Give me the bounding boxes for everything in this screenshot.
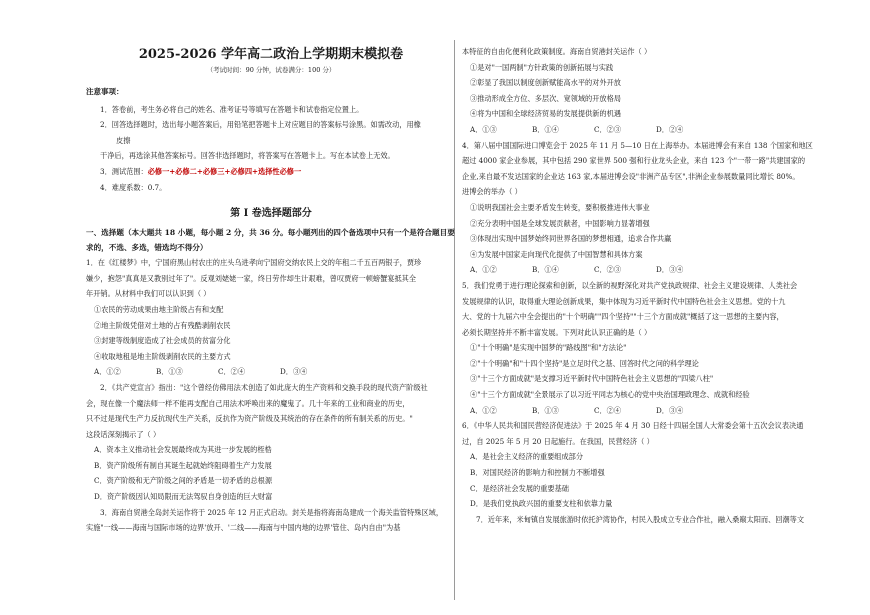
- question-line: 4．第八届中国国际进口博览会于 2025 年 11 月 5—10 日在上海举办。本届进博会有来自 138 个国家和地区: [462, 140, 813, 150]
- scope-label: 3．测试范围：: [100, 166, 148, 176]
- choice-a: A．①②: [470, 405, 497, 415]
- note-item: 1．答卷前，考生务必将自己的姓名、准考证号等填写在答题卡和试卷指定位置上。: [100, 104, 364, 114]
- option-statement: ③封建等级制度造成了社会成员的贫富分化: [94, 336, 231, 346]
- exam-title: 2025-2026 学年高二政治上学期期末模拟卷: [138, 47, 404, 62]
- note-item: 皮擦: [116, 135, 131, 145]
- option-statement: ④为发展中国家走向现代化提供了中国智慧和具体方案: [470, 249, 643, 259]
- option-statement: ④"十三个方面成就"全景展示了以习近平同志为核心的党中央治国理政理念、成就和经验: [470, 390, 750, 400]
- left-column: [86, 44, 456, 536]
- question-line: 进博会的举办（ ）: [462, 187, 522, 197]
- choice-a: A．①③: [470, 124, 497, 134]
- choice-d: D．③④: [280, 367, 308, 377]
- question-6: [462, 418, 832, 512]
- choice-d: D．③④: [656, 265, 684, 275]
- question-4: [462, 138, 832, 278]
- option-statement: ③推动形成全方位、多层次、宽领域的开放格局: [470, 93, 621, 103]
- question-line: 实施"一线——海南与国际市场的边界'放开、'二线——海南与中国内地的边界'管住、岛内自由"为基: [86, 523, 401, 533]
- choice-c: C．②④: [218, 367, 246, 377]
- note-item: 2．回答选择题时，选出每小题答案后，用铅笔把答题卡上对应题目的答案标号涂黑。如需改动，用橡: [100, 120, 421, 130]
- choice-c: C．②③: [594, 265, 622, 275]
- section-title: 第 I 卷选择题部分: [230, 208, 312, 220]
- option-statement: ②"十个明确"和"十四个坚持"是立足时代之基、回答时代之问的科学理论: [470, 358, 699, 368]
- question-line: 本特征的自由化便利化政策制度。海南自贸港封关运作（ ）: [462, 47, 652, 56]
- option-statement: ①是对"一国两制"方针政策的创新拓展与实践: [470, 62, 614, 72]
- question-line: 大、党的十九届六中全会提出的"十个明确""四个坚持""十三个方面成就"概括了这一思想的主要内容，: [462, 312, 784, 322]
- option-statement: D．是我们党执政兴国的重要支柱和依靠力量: [470, 499, 613, 509]
- option-statement: ②地主阶级凭借对土地的占有残酷剥削农民: [94, 320, 231, 330]
- question-3-cont: [462, 44, 832, 138]
- question-line: 3．海南自贸港全岛封关运作将于 2025 年 12 月正式启动。封关是指将海南岛建成一个海关监管特殊区域，: [100, 507, 444, 517]
- choice-c: C．②④: [594, 405, 622, 415]
- option-statement: ①说明我国社会主要矛盾发生转变，要积极推进伟大事业: [470, 202, 650, 212]
- answer-choices: [462, 403, 832, 419]
- question-line: 1．在《红楼梦》中，宁国府黑山村农庄的庄头乌进孝向宁国府交纳农民上交的年租二千五百两银子，贾珍: [86, 258, 422, 268]
- scope-value: 必修一+必修二+必修三+必修四+选择性必修一: [147, 166, 302, 176]
- right-column: [462, 44, 832, 527]
- option-statement: ④收取地租是地主阶级剥削农民的主要方式: [94, 351, 231, 361]
- choice-d: D．③④: [656, 405, 684, 415]
- choice-a: A．①②: [470, 265, 497, 275]
- choice-b: B．①③: [532, 405, 559, 415]
- answer-choices: [462, 262, 832, 278]
- answer-choices: [462, 122, 832, 138]
- note-item: 干净后，再选涂其他答案标号。回答非选择题时，将答案写在答题卡上。写在本试卷上无效。: [100, 151, 395, 161]
- option-statement: ③体现出实现中国梦始终同世界各国的梦想相通，追求合作共赢: [470, 234, 672, 244]
- option-statement: B．对国民经济的影响力和控制力不断增强: [470, 468, 605, 478]
- question-line: 发展规律的认识，取得重大理论创新成果，集中体现为习近平新时代中国特色社会主义思想。党的十九: [462, 296, 786, 306]
- option-statement: C．是经济社会发展的重要基础: [470, 483, 569, 493]
- question-line: 这段话深刻揭示了（ ）: [86, 429, 161, 439]
- question-1: [86, 255, 456, 380]
- question-line: 超过 4000 家企业参展，其中包括 290 家世界 500 强和行业龙头企业，来自 123 个"一带一路"共建国家的: [462, 156, 806, 166]
- choice-b: B．①④: [532, 124, 559, 134]
- option-statement: A．资本主义推动社会发展最终成为其进一步发展的桎梏: [94, 445, 272, 455]
- choice-c: C．②③: [594, 124, 622, 134]
- option-statement: C．资产阶级和无产阶级之间的矛盾是一切矛盾的总根源: [94, 476, 273, 486]
- question-line: 只不过是现代生产力反抗现代生产关系，反抗作为资产阶级及其统治的存在条件的所有制关系的历史。": [86, 414, 413, 424]
- answer-choices: [86, 364, 456, 380]
- question-line: 5．我们党勇于进行理论探索和创新，以全新的视野深化对共产党执政规律、社会主义建设规律、人类社会: [462, 280, 798, 290]
- option-statement: ④将为中国和全球经济贸易的发展提供新的机遇: [470, 109, 621, 119]
- notes-title: 注意事项：: [86, 87, 124, 96]
- question-line: 会，现在像一个魔法师一样不能再支配自己用法术呼唤出来的魔鬼了。几十年来的工业和商业的历史，: [86, 398, 410, 408]
- question-line: 7．近年来，米甸镇自发展旅游时依托沪湾协作，村民入股成立专业合作社，融入桑巅太阳而、回潮等文: [476, 514, 805, 524]
- exam-subtitle: （考试时间：90 分钟，试卷满分：100 分）: [206, 66, 336, 74]
- section-instruction: 一、选择题（本大题共 18 小题，每小题 2 分，共 36 分。每小题列出的四个备选项中只有一个是符合题目要求的，不选、多选，错选均不得分）: [86, 228, 455, 253]
- choice-b: B．①③: [156, 367, 183, 377]
- option-statement: ③"十三个方面成就"是支撑习近平新时代中国特色社会主义思想的"四梁八柱": [470, 374, 714, 384]
- choice-d: D．②④: [656, 124, 684, 134]
- question-2: [86, 380, 456, 505]
- option-statement: ②充分表明中国是全球发展贡献者，中国影响力显著增强: [470, 218, 650, 228]
- question-line: 企业,来自最不发达国家的企业达 163 家,本届进博会设"非洲产品专区",非洲企业参展数量同比增长 80%。: [462, 171, 800, 181]
- question-line: 过，自 2025 年 5 月 20 日起施行。在我国，民营经济（ ）: [462, 436, 654, 446]
- option-statement: ①"十个明确"是实现中国梦的"路线图"和"方法论": [470, 343, 627, 353]
- question-line: 嫌少，抱怨"真真是又教别过年了"。反观刘姥姥一家，终日劳作却生计艰难，曾叹贾府一顿螃蟹宴抵其全: [86, 273, 417, 283]
- question-7-start: [462, 512, 832, 528]
- option-statement: B．资产阶级所有制自其诞生起就始终阻碍着生产力发展: [94, 460, 272, 470]
- question-line: 年开销。从材料中我们可以认识到（ ）: [86, 289, 211, 299]
- choice-b: B．①④: [532, 265, 559, 275]
- option-statement: ①农民的劳动成果由地主阶级占有和支配: [94, 304, 224, 314]
- question-line: 6．《中华人民共和国民营经济促进法》于 2025 年 4 月 30 日经十四届全国人大常委会第十五次会议表决通: [462, 421, 804, 431]
- option-statement: A．是社会主义经济的重要组成部分: [470, 452, 584, 462]
- question-3-start: [86, 505, 456, 536]
- option-statement: ②彰显了我国以制度创新赋能高水平的对外开放: [470, 78, 621, 88]
- option-statement: D．资产阶级因认知局限而无法驾驭自身创造的巨大财富: [94, 492, 273, 502]
- question-5: [462, 278, 832, 418]
- choice-a: A．①②: [94, 367, 121, 377]
- note-item-scope: [86, 164, 456, 180]
- note-item: 4．难度系数：0.7。: [100, 182, 167, 192]
- question-line: 必须长期坚持并不断丰富发展。下列对此认识正确的是（ ）: [462, 327, 652, 337]
- question-line: 2．《共产党宣言》指出："这个曾经仿佛用法术创造了如此庞大的生产资料和交换手段的现代资产阶级社: [100, 382, 428, 392]
